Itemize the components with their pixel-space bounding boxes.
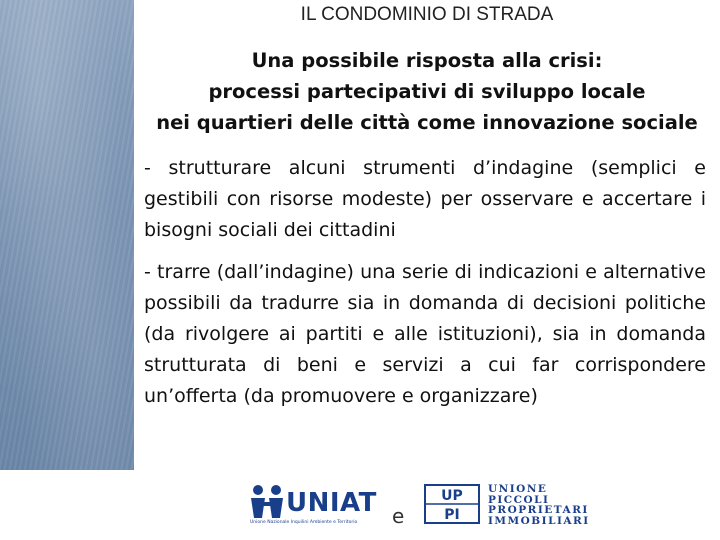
bullet-paragraph-2: - trarre (dall’indagine) una serie di indicazioni e alternative possibili da tradurre sia in domanda di decisioni politiche (da rivolgere ai partiti e alle istituzioni), sia in domanda strutturata di beni e servizi a cui far corrispondere un’offerta (da promuovere e organizzare) <box>144 261 706 407</box>
uppi-name-line-2: PICCOLI <box>488 493 550 506</box>
footer-logos <box>134 470 720 540</box>
decorative-sidebar <box>0 0 134 470</box>
title-line-3: nei quartieri delle città come innovazione sociale <box>156 111 698 134</box>
logo-conjunction: e <box>392 504 405 528</box>
uppi-logo-bottom: PI <box>444 507 460 523</box>
slide-header: IL CONDOMINIO DI STRADA <box>300 4 554 25</box>
uppi-logo-icon <box>424 484 480 524</box>
title-line-1: Una possibile risposta alla crisi: <box>251 49 603 72</box>
uniat-wordmark: UNIAT <box>286 488 377 518</box>
uppi-name-line-4: IMMOBILIARI <box>488 514 590 527</box>
uppi-name <box>488 484 590 526</box>
bullet-paragraph-1: - strutturare alcuni strumenti d’indagine (semplici e gestibili con risorse modeste) per osservare e accertare i bisogni sociali dei cittadini <box>144 157 706 241</box>
uppi-logo-top: UP <box>441 488 463 504</box>
slide-title <box>134 45 720 138</box>
uniat-logo <box>248 480 398 532</box>
uniat-people-icon <box>248 482 288 522</box>
title-line-2: processi partecipativi di sviluppo locale <box>208 80 646 103</box>
uppi-name-line-1: UNIONE <box>488 483 548 495</box>
uppi-name-line-3: PROPRIETARI <box>488 504 589 516</box>
uniat-subtitle: Unione Nazionale Inquilini Ambiente e Territorio <box>250 520 358 525</box>
